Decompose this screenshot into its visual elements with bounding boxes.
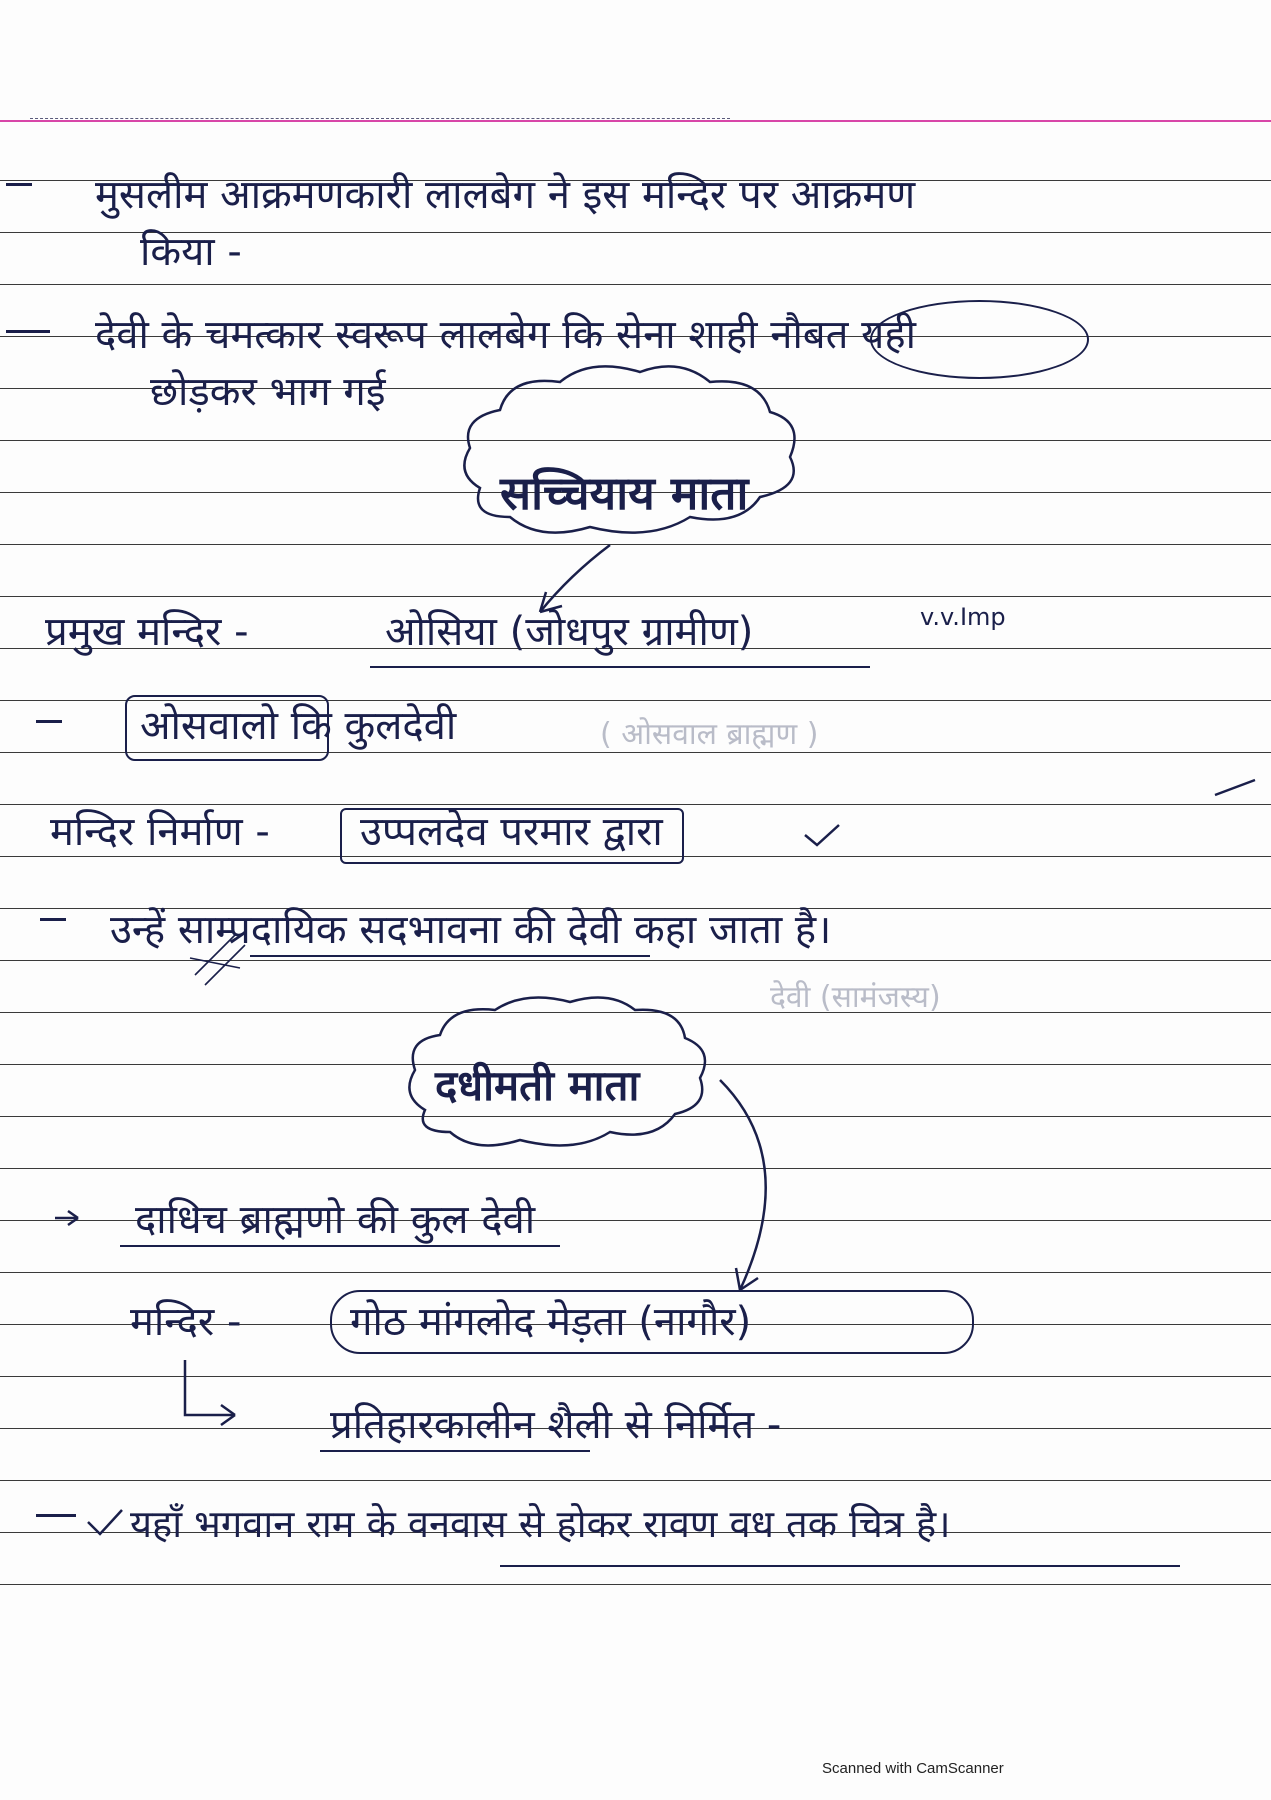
underline xyxy=(500,1565,1180,1567)
note-line-miracle-cont: छोड़कर भाग गई xyxy=(150,369,386,415)
note-construction-value: उप्पलदेव परमार द्वारा xyxy=(360,809,663,855)
note-clan-goddess: ओसवालो कि कुलदेवी xyxy=(140,703,457,749)
note-pratihara-style: प्रतिहारकालीन शैली से निर्मित - xyxy=(330,1402,782,1448)
note-line-invasion: मुसलीम आक्रमणकारी लालबेग ने इस मन्दिर पर आक्रमण xyxy=(95,172,916,218)
note-line-miracle: देवी के चमत्कार स्वरूप लालबेग कि सेना शाही नौबत यही xyxy=(95,312,916,358)
underline xyxy=(250,955,650,957)
scanner-watermark: Scanned with CamScanner xyxy=(822,1760,1004,1777)
heading-sachchiyay-mata: सच्चियाय माता xyxy=(500,466,749,520)
elbow-arrow-doodle xyxy=(185,1360,235,1415)
importance-mark: v.v.Imp xyxy=(920,603,1006,631)
arrow-doodle xyxy=(720,1080,766,1290)
faint-note: देवी (सामंजस्य) xyxy=(770,980,941,1015)
bullet-dash xyxy=(6,183,32,186)
stray-mark-doodle xyxy=(1215,780,1255,795)
bullet-dash xyxy=(6,330,50,333)
arrow-doodle xyxy=(540,545,610,612)
heading-dadhimati-mata: दधीमती माता xyxy=(435,1061,640,1110)
tick-mark-doodle xyxy=(88,1510,122,1534)
underline xyxy=(370,666,870,668)
note-temple-label: मन्दिर - xyxy=(130,1299,242,1345)
note-ram-paintings: यहाँ भगवान राम के वनवास से होकर रावण वध तक चित्र है। xyxy=(130,1502,951,1546)
note-harmony-goddess: उन्हें साम्प्रदायिक सदभावना की देवी कहा जाता है। xyxy=(110,907,832,953)
note-dadhich-goddess: दाधिच ब्राह्मणो की कुल देवी xyxy=(135,1197,536,1243)
faint-note: ( ओसवाल ब्राह्मण ) xyxy=(600,717,819,752)
bullet-dash xyxy=(36,1514,76,1517)
note-construction-label: मन्दिर निर्माण - xyxy=(50,809,270,855)
bullet-dash xyxy=(36,720,62,723)
underline xyxy=(120,1245,560,1247)
note-temple-value: गोठ मांगलोद मेड़ता (नागौर) xyxy=(350,1299,752,1345)
note-main-temple-value: ओसिया (जोधपुर ग्रामीण) xyxy=(385,609,754,655)
tick-mark-doodle xyxy=(805,825,839,845)
note-line-invasion-cont: किया - xyxy=(140,229,242,275)
bullet-dash xyxy=(40,918,66,921)
note-main-temple-label: प्रमुख मन्दिर - xyxy=(45,609,249,655)
underline xyxy=(320,1450,590,1452)
